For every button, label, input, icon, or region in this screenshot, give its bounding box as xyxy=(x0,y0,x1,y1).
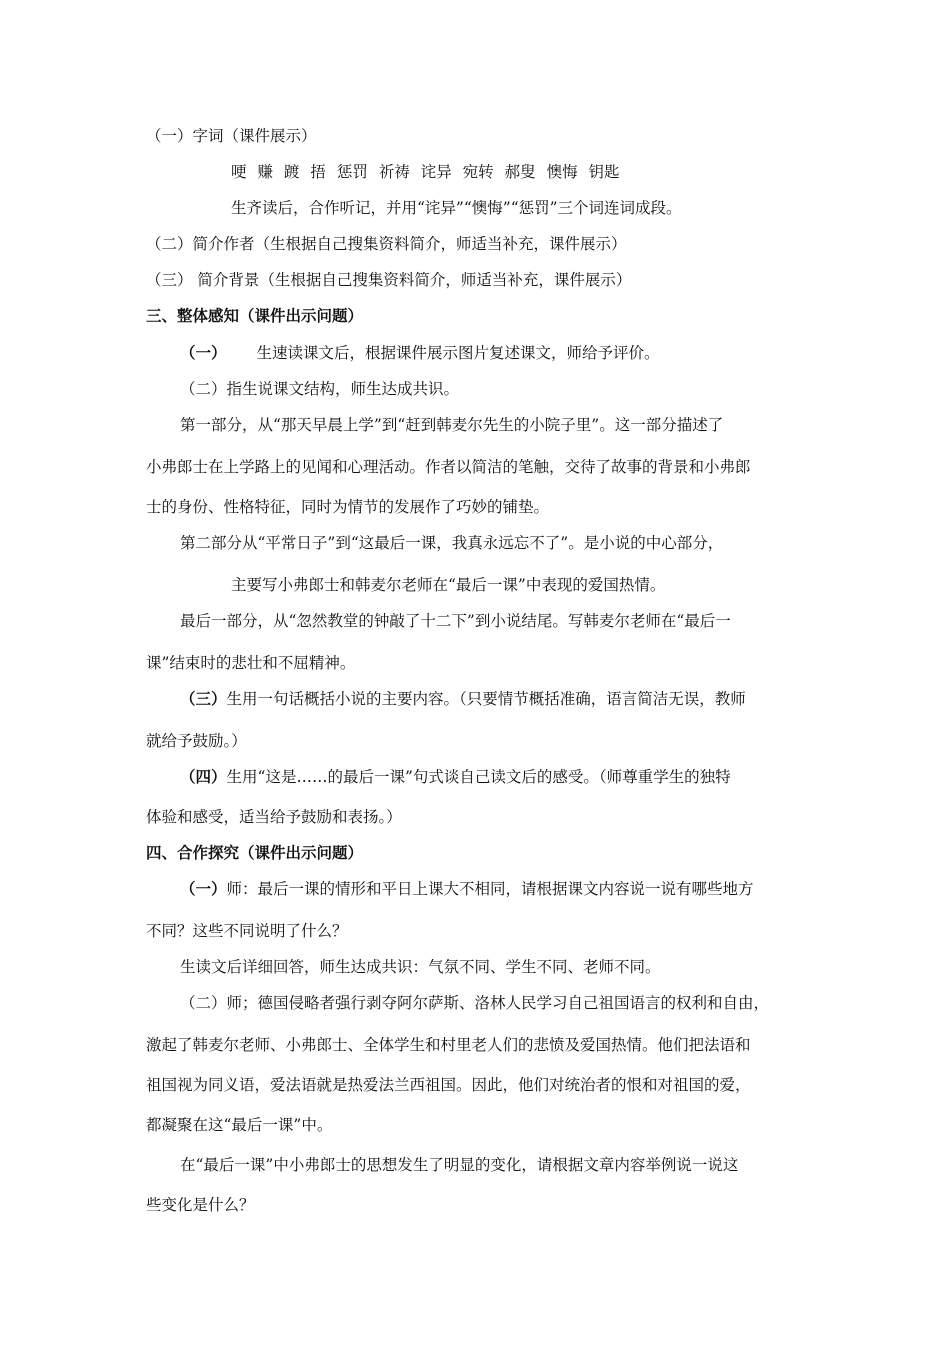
subsection-background-intro: （三） 简介背景（生根据自己搜集资料简介，师适当补充，课件展示） xyxy=(146,271,632,289)
inquiry-item-1-line-1 xyxy=(180,879,754,899)
vocab-word: 祈祷 xyxy=(378,163,410,181)
perception-item-1 xyxy=(180,343,660,363)
vocab-word: 懊悔 xyxy=(546,163,578,181)
item-text: 师：最后一课的情形和平日上课大不相同，请根据课文内容说一说有哪些地方 xyxy=(226,880,754,898)
perception-item-4-line-2: 体验和感受，适当给予鼓励和表扬。） xyxy=(146,808,402,826)
inquiry-item-1-line-2: 不同？这些不同说明了什么？ xyxy=(146,922,348,940)
vocab-word: 捂 xyxy=(310,163,326,181)
inquiry-question-line-1: 在“最后一课”中小弗郎士的思想发生了明显的变化，请根据文章内容举例说一说这 xyxy=(180,1156,739,1174)
vocab-word: 诧异 xyxy=(420,163,452,181)
subsection-author-intro: （二）简介作者（生根据自己搜集资料简介，师适当补充，课件展示） xyxy=(146,235,627,253)
part1-line-3: 士的身份、性格特征，同时为情节的发展作了巧妙的铺垫。 xyxy=(146,498,550,516)
section-heading-overall-perception: 三、整体感知（课件出示问题） xyxy=(146,306,364,325)
part3-line-1: 最后一部分，从“忽然教堂的钟敲了十二下”到小说结尾。写韩麦尔老师在“最后一 xyxy=(180,612,731,630)
part3-line-2: 课”结束时的悲壮和不屈精神。 xyxy=(146,654,356,672)
vocab-word: 郝叟 xyxy=(504,163,536,181)
vocabulary-instruction: 生齐读后，合作听记，并用“诧异”“懊悔”“惩罚”三个词连词成段。 xyxy=(231,199,682,217)
inquiry-item-2-line-1: （二）师；德国侵略者强行剥夺阿尔萨斯、洛林人民学习自己祖国语言的权利和自由， xyxy=(180,994,770,1012)
inquiry-answer: 生读文后详细回答，师生达成共识：气氛不同、学生不同、老师不同。 xyxy=(180,958,661,976)
item-label: （四） xyxy=(180,767,227,786)
section-heading-cooperative-inquiry: 四、合作探究（课件出示问题） xyxy=(146,843,364,862)
perception-item-4-line-1 xyxy=(180,767,731,787)
vocab-word: 惩罚 xyxy=(336,163,368,181)
part1-line-2: 小弗郎士在上学路上的见闻和心理活动。作者以简洁的笔触，交待了故事的背景和小弗郎 xyxy=(146,458,751,476)
vocab-word: 赚 xyxy=(257,163,273,181)
item-label: （一） xyxy=(180,879,227,898)
item-label: （一） xyxy=(180,343,227,362)
item-text: 生速读课文后，根据课件展示图片复述课文，师给予评价。 xyxy=(256,344,660,362)
part2-line-1: 第二部分从“平常日子”到“这最后一课，我真永远忘不了”。是小说的中心部分， xyxy=(180,534,724,552)
part2-line-2: 主要写小弗郎士和韩麦尔老师在“最后一课”中表现的爱国热情。 xyxy=(231,576,666,594)
vocab-word: 宛转 xyxy=(462,163,494,181)
vocab-word: 哽 xyxy=(231,163,247,181)
inquiry-item-2-line-2: 激起了韩麦尔老师、小弗郎士、全体学生和村里老人们的悲愤及爱国热情。他们把法语和 xyxy=(146,1036,751,1054)
part1-line-1: 第一部分，从“那天早晨上学”到“赶到韩麦尔先生的小院子里”。这一部分描述了 xyxy=(180,416,724,434)
subsection-vocabulary-heading: （一）字词（课件展示） xyxy=(146,127,317,145)
item-text: 生用“这是……的最后一课”句式谈自己读文后的感受。（师尊重学生的独特 xyxy=(226,768,731,786)
inquiry-item-2-line-4: 都凝聚在这“最后一课”中。 xyxy=(146,1116,333,1134)
vocabulary-word-list xyxy=(231,162,626,182)
item-text: 生用一句话概括小说的主要内容。（只要情节概括准确，语言简洁无误，教师 xyxy=(226,690,746,708)
perception-item-3-line-1 xyxy=(180,689,746,709)
item-label: （三） xyxy=(180,689,227,708)
perception-item-2: （二）指生说课文结构，师生达成共识。 xyxy=(180,380,460,398)
vocab-word: 钥匙 xyxy=(588,163,620,181)
vocab-word: 踱 xyxy=(283,163,300,181)
inquiry-question-line-2: 些变化是什么？ xyxy=(146,1196,255,1214)
inquiry-item-2-line-3: 祖国视为同义语，爱法语就是热爱法兰西祖国。因此，他们对统治者的恨和对祖国的爱， xyxy=(146,1076,751,1094)
perception-item-3-line-2: 就给予鼓励。） xyxy=(146,732,247,750)
